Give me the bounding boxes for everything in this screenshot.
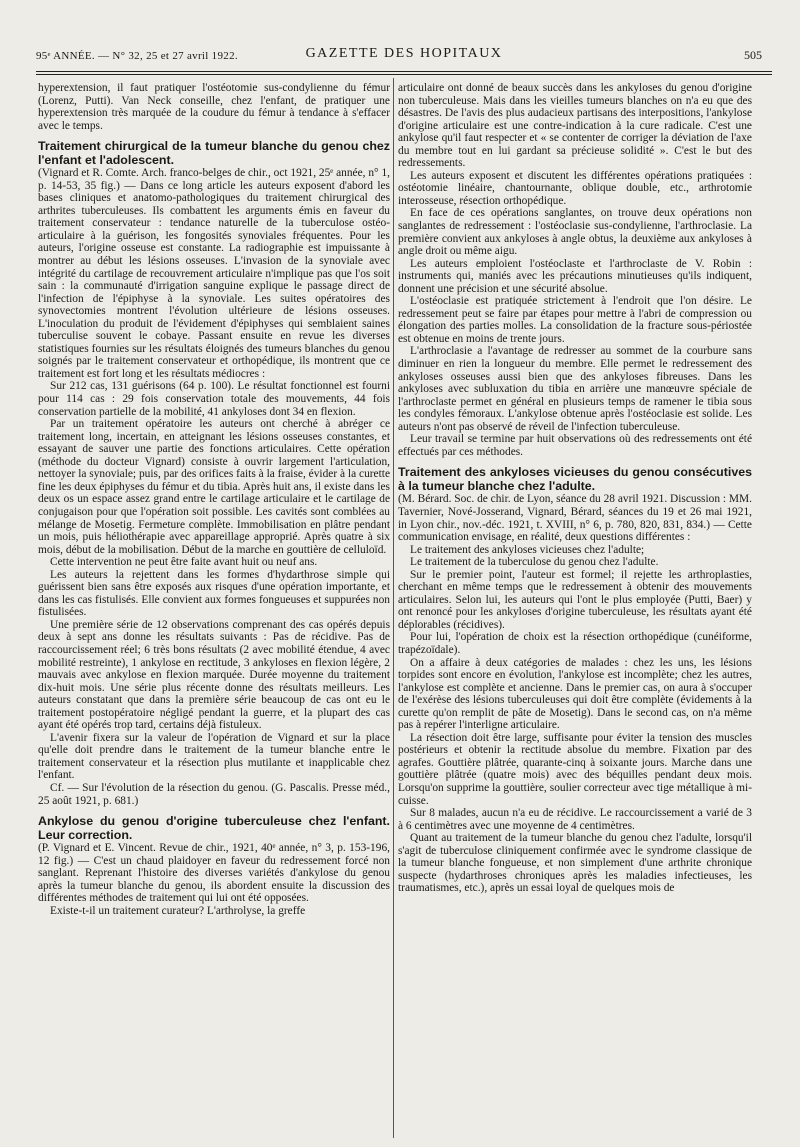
paragraph: Cette intervention ne peut être faite avant huit ou neuf ans. xyxy=(50,556,318,569)
paragraph: Quant au traitement de la tumeur blanche du genou chez l'adulte, lorsqu'il s'agit de tuberculose cliniquement confirmée avec le syndrome classique de la tumeur blanche fongueuse, et non simplement d'une arthrite chronique suspecte (hydarthroses chroniques après les maladies infectieuses, les traumatismes, etc.), après un essai loyal de quelques mois de xyxy=(398,832,752,895)
issue-info: 95ᵉ ANNÉE. — N° 32, 25 et 27 avril 1922. xyxy=(36,50,238,62)
left-column xyxy=(38,82,390,1137)
paragraph: L'avenir fixera sur la valeur de l'opération de Vignard et sur la place qu'elle doit prendre dans le traitement de la tumeur blanche entre le traitement conservateur et la résection plus mutilante et inapplicable chez l'enfant. xyxy=(38,731,390,782)
column-divider xyxy=(393,78,394,1138)
paragraph: Les auteurs la rejettent dans les formes d'hydarthrose simple qui guérissent bien sans être exposés aux risques d'une opération importante, et dans les cas fistulisés. Elle convient aux formes fongueuses et suppurées non fistulisées. xyxy=(38,568,390,619)
page-header xyxy=(36,44,772,70)
paragraph: articulaire ont donné de beaux succès dans les ankyloses du genou d'origine non tuberculeuse. Mais dans les vieilles tumeurs blanches on n'a eu que des désastres. De l'avis des plus audacieux partisans des interpositions, l'ankylose d'origine articulaire est une contre-indication à la cure radicale. C'est une ankylose qu'il faut respecter et « se contenter de corriger la déviation de l'axe du membre tout en lui gardant sa précieuse solidité ». C'est le but des redressements. xyxy=(398,82,752,170)
header-rule xyxy=(36,71,772,72)
article-heading: Traitement des ankyloses vicieuses du genou consécutives à la tumeur blanche chez l'adulte. xyxy=(398,465,752,493)
paragraph: Sur le premier point, l'auteur est formel; il rejette les arthroplasties, cherchant en même temps que le redressement à obtenir des mouvements articulaires. Selon lui, les auteurs qui l'ont le plus employée (Putti, Baer) y ont renoncé pour les ankyloses d'origine tuberculeuse, les résultats ayant été déplorables (récidives). xyxy=(398,568,752,631)
paragraph: Sur 212 cas, 131 guérisons (64 p. 100). Le résultat fonctionnel est fourni pour 114 cas : 29 fois conservation totale des mouvements, 44 fois conservation partielle de la mobilité, 41 ankyloses dont 34 en flexion. xyxy=(38,380,390,418)
paragraph: Sur 8 malades, aucun n'a eu de récidive. Le raccourcissement a varié de 3 à 6 centimètres avec une moyenne de 4 centimètres. xyxy=(398,807,752,832)
right-column xyxy=(398,82,752,1137)
paragraph: Existe-t-il un traitement curateur? L'arthrolyse, la greffe xyxy=(50,904,306,917)
cross-reference: Cf. — Sur l'évolution de la résection du genou. (G. Pascalis. Presse méd., 25 août 1921, p. 681.) xyxy=(38,781,390,807)
paragraph: Le traitement des ankyloses vicieuses chez l'adulte; xyxy=(410,543,645,556)
paragraph: L'ostéoclasie est pratiquée strictement à l'endroit que l'on désire. Le redressement peut se faire par étapes pour mettre à l'abri de compression ou élongation des parties molles. La consolidation de la fracture sous-périostée est obtenue en moins de trente jours. xyxy=(398,295,752,345)
paragraph: Pour lui, l'opération de choix est la résection orthopédique (cunéiforme, trapézoïdale). xyxy=(398,631,752,656)
article-heading: Traitement chirurgical de la tumeur blanche du genou chez l'enfant et l'adolescent. xyxy=(38,139,390,167)
paragraph: On a affaire à deux catégories de malades : chez les uns, les lésions torpides sont encore en évolution, l'ankylose est incomplète; chez les autres, l'ankylose est complète et ancienne. Dans le premier cas, on aura à s'occuper de l'exérèse des lésions tuberculeuses qui doit être complète (évidements à la curette qu'on remplit de pâte de Mosetig). Dans le second cas, on n'a même pas à repérer l'interligne articulaire. xyxy=(398,656,752,732)
paragraph: L'arthroclasie a l'avantage de redresser au sommet de la courbure sans diminuer en rien la longueur du membre. Elle permet le redressement des ankyloses osseuses aussi bien que des ankyloses fibreuses. Dans les ankyloses avec subluxation du tibia en arrière une manœuvre spéciale de l'arthroclaste permet en général en plusieurs temps de ramener le tibia sous les condyles fémoraux. L'ankylose obtenue après l'ostéoclasie est solide. Les auteurs n'ont pas observé de réveil de l'infection tuberculeuse. xyxy=(398,345,752,433)
paragraph: La résection doit être large, suffisante pour éviter la tension des muscles postérieurs et obtenir la rectitude absolue du membre. Fixation par des agrafes. Gouttière plâtrée, quarante-cinq à soixante jours. Marche dans une gouttière plâtrée (quatre mois) avec des béquilles pendant deux mois. Lorsqu'on supprime la gouttière, soulier correcteur avec tige métallique à mi-cuisse. xyxy=(398,731,752,807)
header-rule-double xyxy=(36,74,772,75)
paragraph: Une première série de 12 observations comprenant des cas opérés depuis deux à sept ans donne les résultats suivants : Pas de récidive. Pas de raccourcissement réel; 6 très bons résultats (2 avec mobilité étendue, 4 avec mobilité restreinte), 1 ankylose en rectitude, 3 ankyloses en flexion légère, 2 mauvais avec ankylose en flexion marquée. Durée moyenne du traitement dix-huit mois. Une série plus récente donne des résultats meilleurs. Les auteurs constatant que dans la première série beaucoup de cas ont eu le traitement postopératoire négligé pendant la guerre, et la plupart des cas ayant été opérés trop tard, certains déjà fistuleux. xyxy=(38,618,390,732)
paragraph: hyperextension, il faut pratiquer l'ostéotomie sus-condylienne du fémur (Lorenz, Putti). Van Neck conseille, chez l'enfant, de pratiquer une hyperextension très marquée de la coudure du fémur à tendance à s'effacer avec le temps. xyxy=(38,82,390,132)
journal-title: GAZETTE DES HOPITAUX xyxy=(305,46,503,61)
paragraph: Les auteurs exposent et discutent les différentes opérations pratiquées : ostéotomie linéaire, chantournante, oblique double, etc., arthrotomie interosseuse, résection orthopédique. xyxy=(398,169,752,207)
paragraph: Par un traitement opératoire les auteurs ont cherché à abréger ce traitement long, incertain, en atteignant les lésions osseuses constantes, et essayant de sauver une partie des fonctions articulaires. Cette opération (méthode du docteur Vignard) consiste à ouvrir largement l'articulation, nettoyer la synoviale; puis, par des orifices faits à la fraise, évider à la curette fine les deux épiphyses du fémur et du tibia. Après huit ans, il existe dans les deux os un espace assez grand entre le cartilage articulaire et le cartilage de conjugaison pour que l'opération soit possible. Les cavités sont comblées au mélange de Mosetig. Fermeture complète. Immobilisation en plâtre pendant un mois, puis héliothérapie avec appareillage approprié. Après quatre à six mois, début de la mobilisation. Début de la marche en gouttière de celluloïd. xyxy=(38,418,390,556)
article-heading: Ankylose du genou d'origine tuberculeuse chez l'enfant. Leur correction. xyxy=(38,814,390,842)
paragraph: Les auteurs emploient l'ostéoclaste et l'arthroclaste de V. Robin : instruments qui, maniés avec les précautions minutieuses qu'ils indiquent, donnent une précision et une sécurité absolue. xyxy=(398,257,752,295)
article-reference: (Vignard et R. Comte. Arch. franco-belges de chir., oct 1921, 25ᵉ année, n° 1, p. 14-53, 35 fig.) — Dans ce long article les auteurs exposent d'abord les bases cliniques et anatomo-pathologiques du traitement chirurgical des arthrites tuberculeuses. Ils combattent les arguments émis en faveur du traitement conservateur : tendance naturelle de la tuberculose ostéo-articulaire à la guérison, les fongosités synoviales fréquentes. Pour les auteurs, l'origine osseuse est constante. La radiographie est impuissante à montrer au début les lésions osseuses. L'invasion de la synoviale avec intégrité du cartilage de recouvrement articulaire n'implique pas que l'os soit sain : la communauté d'irrigation sanguine explique le passage direct de l'infection de l'épiphyse à la synoviale. Les suites opératoires des synovectomies montrent l'évolution ultérieure de lésions osseuses. L'inoculation du produit de l'évidement d'épiphyses qui semblaient saines tuberculise souvent le cobaye. Passant ensuite en revue les diverses statistiques fournies sur les résultats éloignés des tumeurs blanches du genou soignés par le traitement conservateur et orthopédique, ils montrent que ce traitement est fort long et les résultats médiocres : xyxy=(38,167,390,380)
paragraph: Le traitement de la tuberculose du genou chez l'adulte. xyxy=(410,556,659,569)
page-number: 505 xyxy=(744,48,762,62)
article-reference: (P. Vignard et E. Vincent. Revue de chir., 1921, 40ᵉ année, n° 3, p. 153-196, 12 fig.) — C'est un chaud plaidoyer en faveur du redressement forcé non sanglant. Reprenant l'histoire des diverses variétés d'ankylose du genou après la tumeur blanche du genou, ils abordent ensuite la discussion des différentes méthodes de traitement qui lui ont été opposées. xyxy=(38,842,390,905)
paragraph: En face de ces opérations sanglantes, on trouve deux opérations non sanglantes de redressement : l'ostéoclasie sus-condylienne, l'arthroclasie. La première convient aux ankyloses à angle obtus, la deuxième aux ankyloses à angle droit ou même aigu. xyxy=(398,207,752,258)
article-reference: (M. Bérard. Soc. de chir. de Lyon, séance du 28 avril 1921. Discussion : MM. Tavernier, Nové-Josserand, Vignard, Bérard, séances du 19 et 26 mai 1921, in Lyon chir., nov.-déc. 1921, t. XVIII, n° 6, p. 780, 820, 831, 834.) — Cette communication envisage, en réalité, deux questions différentes : xyxy=(398,493,752,544)
paragraph: Leur travail se termine par huit observations où des redressements ont été effectués par ces méthodes. xyxy=(398,433,752,458)
